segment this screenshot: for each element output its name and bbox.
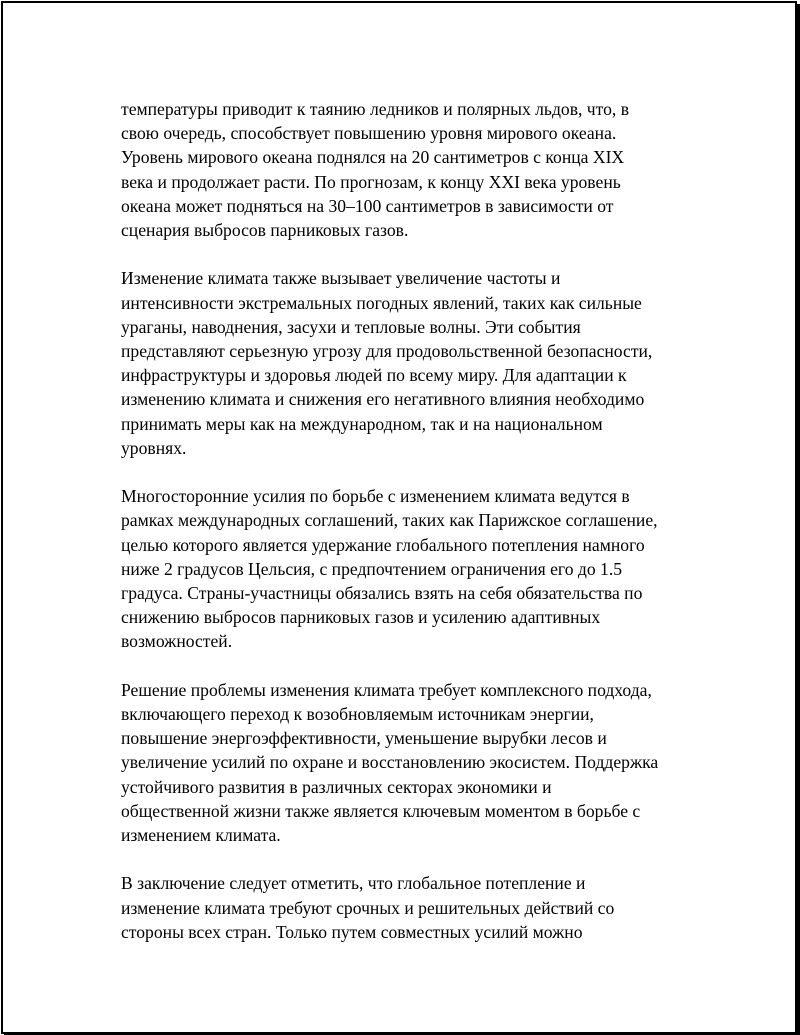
paragraph-1: температуры приводит к таянию ледников и полярных льдов, что, в свою очередь, способствует повышению уровня мирового океана. Уровень мирового океана поднялся на 20 сантиметров с конца XIX века и продолжает расти. По прогнозам, к концу XXI века уровень океана может подняться на 30–100 сантиметров в зависимости от сценария выбросов парниковых газов. <box>121 99 630 241</box>
paragraph-3: Многосторонние усилия по борьбе с изменением климата ведутся в рамках международных соглашений, таких как Парижское соглашение, целью которого является удержание глобального потепления намного ниже 2 градусов Цельсия, с предпочтением ограничения его до 1.5 градуса. Страны-участницы обязались взять на себя обязательства по снижению выбросов парниковых газов и усилению адаптивных возможностей. <box>121 486 658 652</box>
document-page <box>1 1 797 1034</box>
paragraph-4: Решение проблемы изменения климата требует комплексного подхода, включающего переход к возобновляемым источникам энергии, повышение энергоэффективности, уменьшение вырубки лесов и увеличение усилий по охране и восстановлению экосистем. Поддержка устойчивого развития в различных секторах экономики и общественной жизни также является ключевым моментом в борьбе с изменением климата. <box>121 679 659 846</box>
paragraph-2: Изменение климата также вызывает увеличение частоты и интенсивности экстремальных погодных явлений, таких как сильные ураганы, наводнения, засухи и тепловые волны. Эти события представляют серьезную угрозу для продовольственной безопасности, инфраструктуры и здоровья людей по всему миру. Для адаптации к изменению климата и снижения его негативного влияния необходимо принимать меры как на международном, так и на национальном уровнях. <box>121 268 653 458</box>
paragraph-5: В заключение следует отметить, что глобальное потепление и изменение климата требуют срочных и решительных действий со стороны всех стран. Только путем совместных усилий можно <box>121 873 615 942</box>
document-body <box>121 97 691 968</box>
